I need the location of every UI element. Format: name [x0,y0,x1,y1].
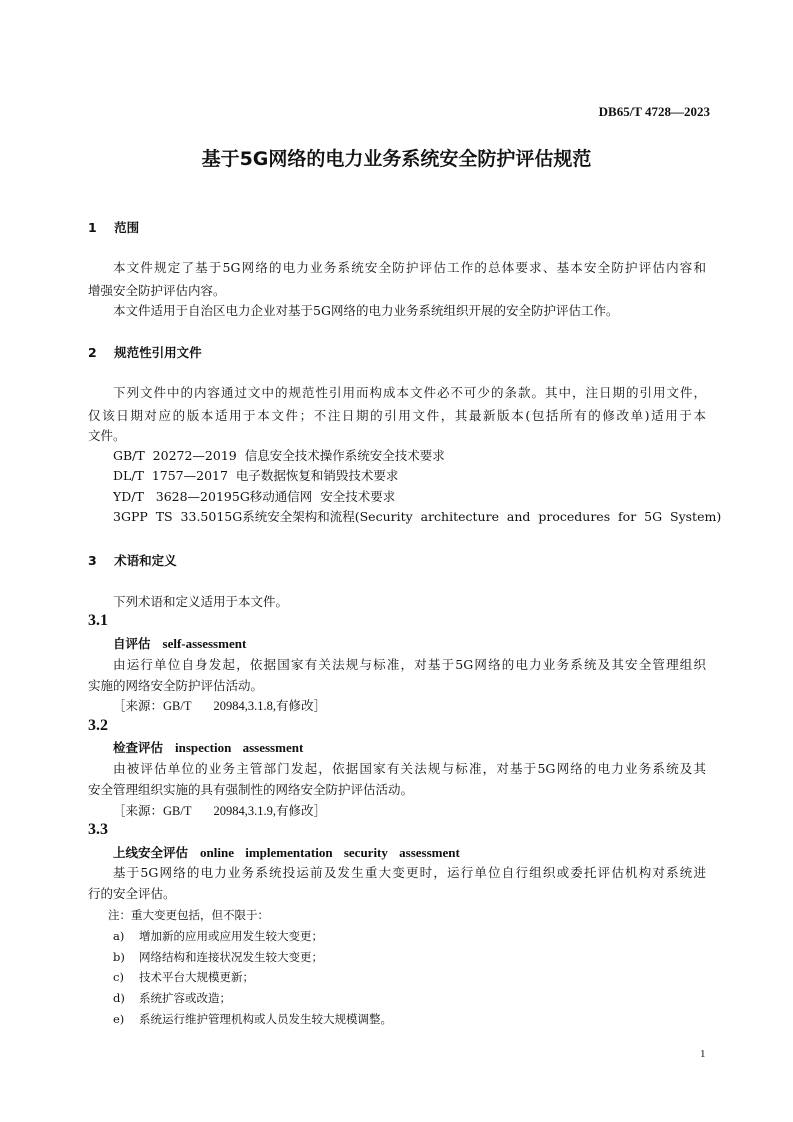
term-title [113,739,706,757]
paragraph: 本文件适用于自治区电力企业对基于5G网络的电力业务系统组织开展的安全防护评估工作。 [113,303,619,318]
paragraph: 下列术语和定义适用于本文件。 [113,594,289,609]
source-label: ［来源：GB/T [113,699,192,713]
reference-item: 3GPP TS 33.5015G系统安全架构和流程(Security architecture and procedures for 5G System) [113,509,722,524]
term-zh: 上线安全评估 [113,845,189,860]
source-ref: 20984,3.1.9,有修改］ [213,804,326,818]
paragraph: 由运行单位自身发起，依据国家有关法规与标准，对基于5G网络的电力业务系统及其安全管理组织 [113,657,706,672]
term-en: online implementation security assessment [200,845,460,860]
term-zh: 自评估 [113,636,151,651]
section-number: 1 [88,220,97,235]
paragraph: 下列文件中的内容通过文中的规范性引用而构成本文件必不可少的条款。其中，注日期的引用文件， [113,385,706,400]
list-marker: b) [113,950,125,964]
paragraph: 行的安全评估。 [88,886,176,901]
section-number: 2 [88,345,97,360]
section-3-heading [88,552,706,570]
paragraph: 由被评估单位的业务主管部门发起，依据国家有关法规与标准，对基于5G网络的电力业务系统及其 [113,761,706,776]
section-number: 3 [88,553,97,568]
reference-item: GB/T 20272—2019 信息安全技术操作系统安全技术要求 [113,448,445,463]
list-text: 网络结构和连接状况发生较大变更； [139,950,323,964]
source-ref: 20984,3.1.8,有修改］ [213,699,326,713]
source-label: ［来源：GB/T [113,804,192,818]
paragraph: 文件。 [88,428,126,443]
paragraph: 仅该日期对应的版本适用于本文件；不注日期的引用文件，其最新版本(包括所有的修改单)适用于本 [88,408,706,423]
section-title: 规范性引用文件 [114,345,202,360]
page-number: 1 [700,1048,706,1060]
reference-item: DL/T 1757—2017 电子数据恢复和销毁技术要求 [113,468,399,483]
term-en: self-assessment [162,636,247,651]
paragraph: 实施的网络安全防护评估活动。 [88,678,264,693]
term-title [113,844,706,862]
term-number: 3.1 [88,612,108,629]
list-item [113,948,731,966]
list-item [113,1010,731,1028]
paragraph: 增强安全防护评估内容。 [88,283,226,298]
term-title [113,635,706,653]
reference-item: YD/T 3628—20195G移动通信网 安全技术要求 [113,489,396,504]
paragraph: 本文件规定了基于5G网络的电力业务系统安全防护评估工作的总体要求、基本安全防护评估内容和 [113,260,706,275]
list-marker: c) [113,970,124,984]
list-text: 技术平台大规模更新； [139,970,254,984]
page-title: 基于5G网络的电力业务系统安全防护评估规范 [201,148,592,170]
section-1-heading [88,219,706,237]
section-title: 术语和定义 [114,553,177,568]
list-text: 系统运行维护管理机构或人员发生较大规模调整。 [139,1012,392,1026]
source-note [113,697,706,715]
section-title: 范围 [114,220,140,235]
list-marker: a) [113,929,125,943]
term-number: 3.3 [88,821,108,838]
list-item [113,989,731,1007]
paragraph: 安全管理组织实施的具有强制性的网络安全防护评估活动。 [88,782,414,797]
note: 注：重大变更包括，但不限于： [108,908,269,922]
list-text: 系统扩容或改造； [139,991,231,1005]
section-2-heading [88,344,706,362]
paragraph: 基于5G网络的电力业务系统投运前及发生重大变更时，运行单位自行组织或委托评估机构对系统进 [113,865,706,880]
source-note [113,802,706,820]
list-item [113,968,731,986]
list-text: 增加新的应用或应用发生较大变更； [139,929,323,943]
term-zh: 检查评估 [113,740,164,755]
term-en: inspection assessment [175,740,304,755]
doc-number: DB65/T 4728—2023 [598,104,710,119]
list-marker: e) [113,1012,125,1026]
list-item [113,927,731,945]
list-marker: d) [113,991,125,1005]
term-number: 3.2 [88,717,108,734]
